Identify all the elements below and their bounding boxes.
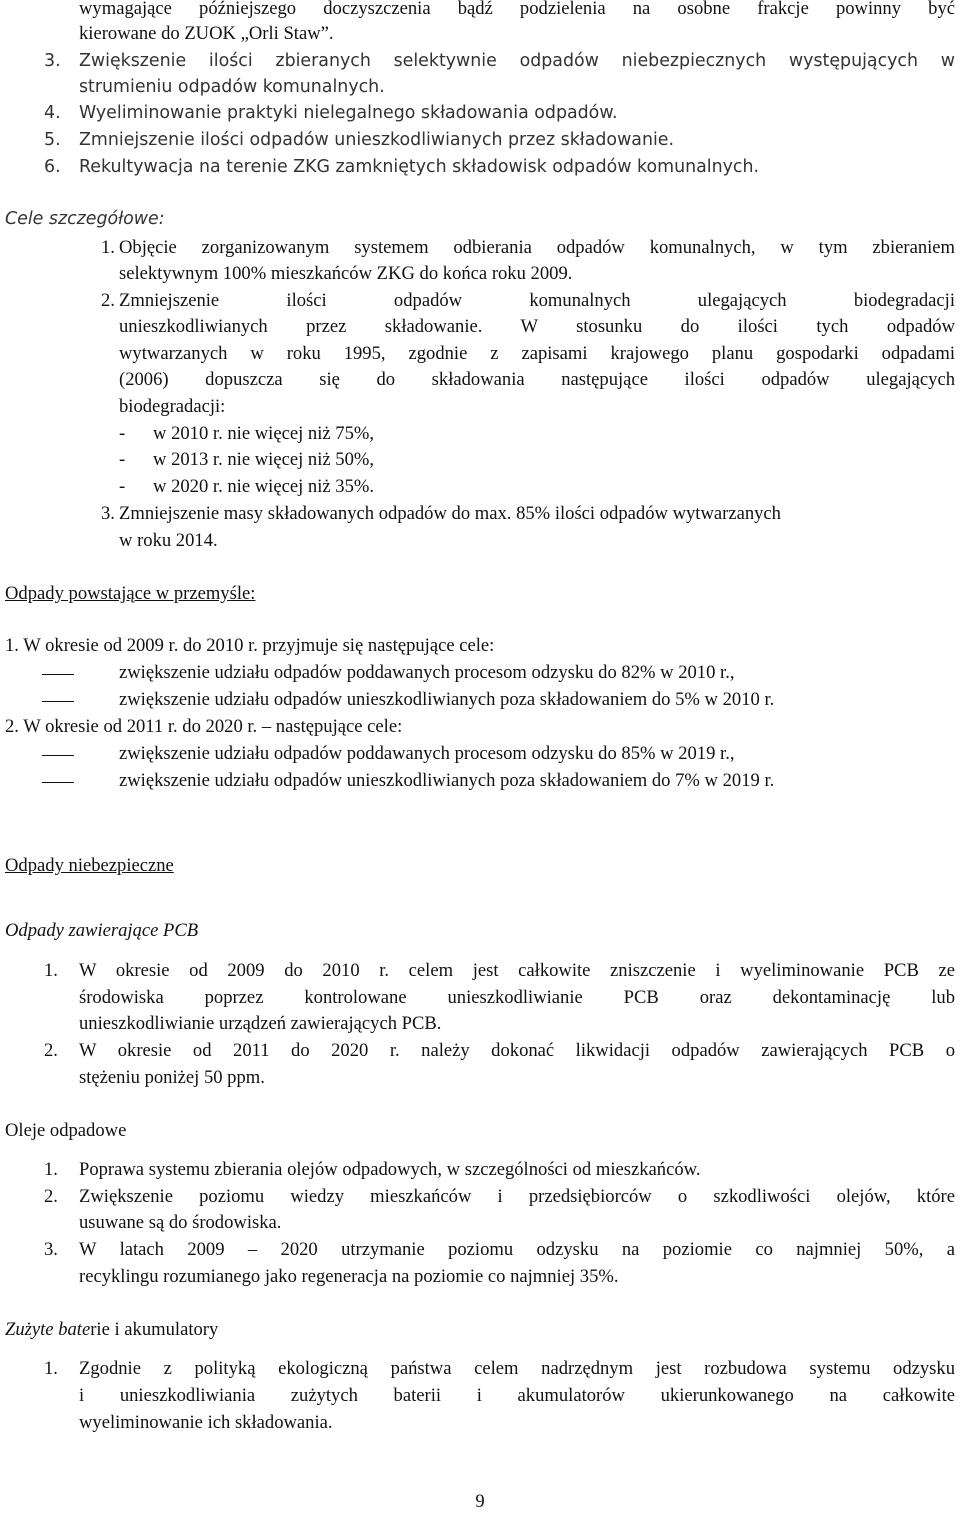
intro-cont-line2: kierowane do ZUOK „Orli Staw”. [79, 23, 334, 44]
pcb-item-1-num: 1. [44, 960, 58, 981]
oils-item-1-num: 1. [44, 1159, 58, 1180]
industry-p1-bullet-1: zwiększenie udziału odpadów poddawanych procesom odzysku do 82% w 2010 r., [119, 662, 735, 683]
intro-item-5-num: 5. [44, 130, 61, 150]
batteries-item-1-line3: wyeliminowanie ich składowania. [79, 1412, 333, 1433]
intro-item-3-num: 3. [44, 51, 61, 71]
industry-p2-bullet-1: zwiększenie udziału odpadów poddawanych procesom odzysku do 85% w 2019 r., [119, 743, 735, 764]
intro-item-4-line1: Wyeliminowanie praktyki nielegalnego składowania odpadów. [79, 103, 618, 123]
industry-heading: Odpady powstające w przemyśle: [5, 583, 256, 604]
detailed-item-1-line1: Objęcie zorganizowanym systemem odbierania odpadów komunalnych, w tym zbieraniem [119, 237, 955, 258]
dash-icon [42, 782, 74, 783]
bullet-2010: w 2010 r. nie więcej niż 75%, [153, 423, 375, 444]
detailed-item-2-line2: unieszkodliwianych przez składowanie. W stosunku do ilości tych odpadów [119, 316, 955, 337]
pcb-item-2-num: 2. [44, 1040, 58, 1061]
pcb-item-2-line1: W okresie od 2011 do 2020 r. należy dokonać likwidacji odpadów zawierających PCB o [79, 1040, 955, 1061]
intro-item-6-num: 6. [44, 157, 61, 177]
detailed-item-3-line1: Zmniejszenie masy składowanych odpadów do max. 85% ilości odpadów wytwarzanych [119, 503, 781, 524]
oils-item-3-line1: W latach 2009 – 2020 utrzymanie poziomu odzysku na poziomie co najmniej 50%, a [79, 1239, 955, 1260]
dash-icon [42, 701, 74, 702]
detailed-item-1-num: 1. [101, 237, 115, 258]
oils-item-3-num: 3. [44, 1239, 58, 1260]
oils-item-2-line2: usuwane są do środowiska. [79, 1212, 282, 1233]
oils-item-1-line1: Poprawa systemu zbierania olejów odpadowych, w szczególności od mieszkańców. [79, 1159, 701, 1180]
bullet-dash: - [119, 423, 126, 444]
oils-item-3-line2: recyklingu rozumianego jako regeneracja na poziomie co najmniej 35%. [79, 1266, 619, 1287]
industry-p2-bullet-2: zwiększenie udziału odpadów unieszkodliwianych poza składowaniem do 7% w 2019 r. [119, 770, 775, 791]
industry-p1: 1. W okresie od 2009 r. do 2010 r. przyjmuje się następujące cele: [5, 635, 495, 656]
page-number: 9 [475, 1491, 485, 1512]
hazardous-heading: Odpady niebezpieczne [5, 855, 174, 876]
industry-p1-bullet-2: zwiększenie udziału odpadów unieszkodliwianych poza składowaniem do 5% w 2010 r. [119, 689, 775, 710]
detailed-item-2-line1: Zmniejszenie ilości odpadów komunalnych ulegających biodegradacji [119, 290, 955, 311]
bullet-dash: - [119, 476, 126, 497]
intro-item-6-line1: Rekultywacja na terenie ZKG zamkniętych składowisk odpadów komunalnych. [79, 157, 760, 177]
intro-cont-line1: wymagające późniejszego doczyszczenia bądź podzielenia na osobne frakcje powinny być [79, 0, 955, 19]
pcb-item-1-line2: środowiska poprzez kontrolowane unieszkodliwianie PCB oraz dekontaminację lub [79, 987, 955, 1008]
intro-item-5-line1: Zmniejszenie ilości odpadów unieszkodliwianych przez składowanie. [79, 130, 675, 150]
detailed-item-3-line2: w roku 2014. [119, 530, 218, 551]
oils-heading: Oleje odpadowe [5, 1120, 127, 1141]
dash-icon [42, 755, 74, 756]
pcb-item-1-line1: W okresie od 2009 do 2010 r. celem jest całkowite zniszczenie i wyeliminowanie PCB ze [79, 960, 955, 981]
pcb-heading: Odpady zawierające PCB [5, 920, 199, 941]
oils-item-2-line1: Zwiększenie poziomu wiedzy mieszkańców i przedsiębiorców o szkodliwości olejów, które [79, 1186, 955, 1207]
detailed-item-1-line2: selektywnym 100% mieszkańców ZKG do końca roku 2009. [119, 263, 573, 284]
detailed-item-2-line5: biodegradacji: [119, 396, 226, 417]
detailed-item-2-num: 2. [101, 290, 115, 311]
detailed-item-3-num: 3. [101, 503, 115, 524]
batteries-heading-rest: rie i akumulatory [90, 1319, 219, 1340]
bullet-2013: w 2013 r. nie więcej niż 50%, [153, 449, 375, 470]
pcb-item-2-line2: stężeniu poniżej 50 ppm. [79, 1067, 265, 1088]
intro-item-3-line2: strumieniu odpadów komunalnych. [79, 77, 385, 97]
batteries-item-1-line2: i unieszkodliwiania zużytych baterii i akumulatorów ukierunkowanego na całkowite [79, 1385, 955, 1406]
bullet-2020: w 2020 r. nie więcej niż 35%. [153, 476, 375, 497]
intro-item-3-line1: Zwiększenie ilości zbieranych selektywnie odpadów niebezpiecznych występujących w [79, 51, 955, 71]
industry-p2: 2. W okresie od 2011 r. do 2020 r. – następujące cele: [5, 716, 403, 737]
batteries-heading [5, 1318, 218, 1342]
detailed-heading: Cele szczegółowe: [5, 209, 165, 229]
batteries-heading-italic: Zużyte bate [5, 1319, 91, 1340]
pcb-item-1-line3: unieszkodliwianie urządzeń zawierających PCB. [79, 1013, 442, 1034]
detailed-item-2-line3: wytwarzanych w roku 1995, zgodnie z zapisami krajowego planu gospodarki odpadami [119, 343, 955, 364]
bullet-dash: - [119, 449, 126, 470]
batteries-item-1-line1: Zgodnie z polityką ekologiczną państwa celem nadrzędnym jest rozbudowa systemu odzysku [79, 1358, 955, 1379]
dash-icon [42, 674, 74, 675]
batteries-item-1-num: 1. [44, 1358, 58, 1379]
detailed-item-2-line4: (2006) dopuszcza się do składowania następujące ilości odpadów ulegających [119, 369, 955, 390]
intro-item-4-num: 4. [44, 103, 61, 123]
oils-item-2-num: 2. [44, 1186, 58, 1207]
